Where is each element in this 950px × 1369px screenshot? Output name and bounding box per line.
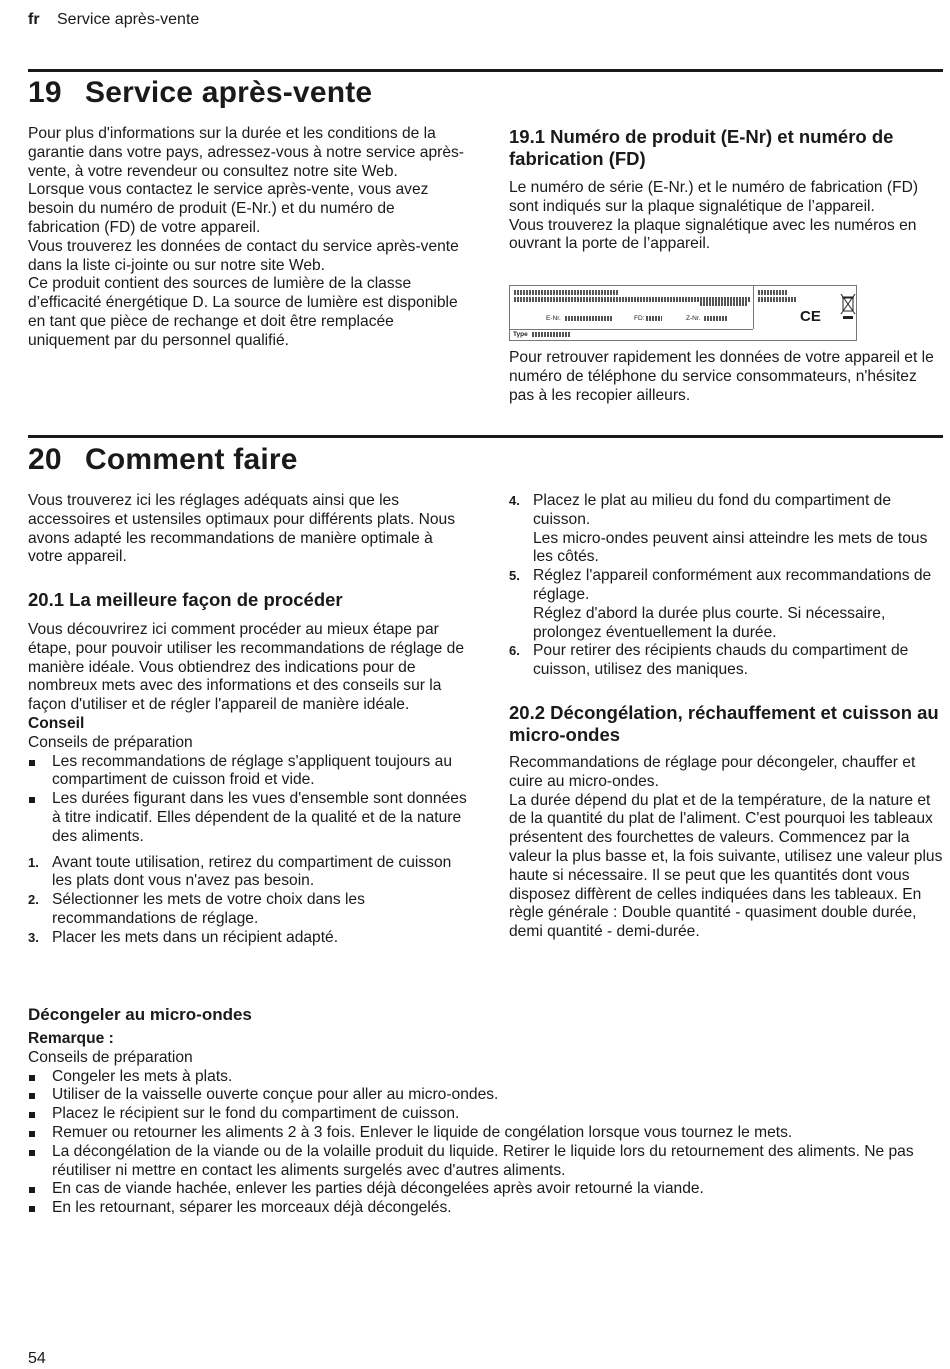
plate-barcode [646, 316, 662, 321]
step-item [28, 891, 468, 929]
step-item [509, 567, 943, 642]
subsection-20-2-heading: 20.2 Décongélation, réchauffement et cuisson au micro-ondes [509, 702, 939, 745]
steps-list [509, 492, 943, 680]
section-19-body [28, 125, 468, 351]
section-number: 19 [28, 76, 62, 109]
tip-intro: Conseils de préparation [28, 733, 193, 751]
plate-barcode [532, 332, 570, 337]
note-label: Remarque : [28, 1030, 114, 1047]
plate-divider [510, 329, 753, 330]
step-number: 2. [28, 892, 39, 908]
plate-barcode [514, 290, 619, 295]
header-section-title: Service après-vente [57, 11, 200, 28]
step-text: Avant toute utilisation, retirez du compartiment de cuisson les plats dont vous n'avez pas besoin. [52, 853, 452, 890]
plate-followup-text: Pour retrouver rapidement les données de votre appareil et le numéro de téléphone du service consommateurs, n'hésitez pas à les recopier ailleurs. [509, 349, 934, 404]
step-text: Placer les mets dans un récipient adapté. [52, 928, 339, 946]
ce-mark-icon: CE [800, 308, 821, 325]
step-number: 4. [509, 493, 520, 508]
section-title: Service après-vente [85, 76, 373, 109]
paragraph: Recommandations de réglage pour décongeler, chauffer et cuire au micro-ondes. [509, 754, 916, 790]
step-text: Pour retirer des récipients chauds du compartiment de cuisson, utilisez des maniques. [533, 642, 909, 679]
list-item: Les recommandations de réglage s'appliquent toujours au compartiment de cuisson froid et vide. [28, 753, 468, 791]
subsection-20-1-heading: 20.1 La meilleure façon de procéder [28, 589, 343, 610]
section-rule [28, 435, 943, 438]
paragraph: Le numéro de série (E-Nr.) et le numéro de fabrication (FD) sont indiqués sur la plaque signalétique de l’appareil. [509, 179, 919, 215]
step-item [509, 642, 943, 680]
page-number: 54 [28, 1350, 46, 1367]
plate-barcode [758, 297, 796, 302]
list-item: Les durées figurant dans les vues d'ensemble sont données à titre indicatif. Elles dépendent de la qualité et de la nature des aliments. [28, 790, 468, 846]
list-item: Utiliser de la vaisselle ouverte conçue pour aller au micro-ondes. [28, 1086, 943, 1105]
list-item: Remuer ou retourner les aliments 2 à 3 fois. Enlever le liquide de congélation lorsque vous tournez le mets. [28, 1124, 943, 1143]
section-title: Comment faire [85, 443, 298, 476]
section-rule [28, 69, 943, 72]
steps-continued [509, 492, 943, 680]
section-20-intro: Vous trouverez ici les réglages adéquats ainsi que les accessoires et ustensiles optimaux pour différents plats. Nous avons adapté les recommandations de manière optimale à votre appareil. [28, 492, 456, 566]
list-item: En cas de viande hachée, enlever les parties déjà décongelées après avoir retourné la viande. [28, 1180, 943, 1199]
paragraph: La durée dépend du plat et de la température, de la nature et de la quantité du plat de l'aliment. C'est pourquoi les tableaux présentent des fourchettes de valeurs. Commencez par la valeur la plus basse et, la fois suivante, utilisez une valeur plus haute si nécessaire. Il se peut que les quantités dont vous disposez diffèrent de celles indiquées dans les tableaux. En règle générale : Double quantité - quasiment double durée, demi quantité - demi-durée. [509, 791, 943, 941]
step-subtext: Les micro-ondes peuvent ainsi atteindre les mets de tous les côtés. [533, 529, 928, 566]
step-item [28, 854, 468, 892]
plate-fd-label: FD: [634, 315, 645, 322]
step-number: 5. [509, 568, 520, 584]
step-subtext: Réglez d'abord la durée plus courte. Si nécessaire, prolongez éventuellement la durée. [533, 604, 886, 641]
plate-enr-label: E-Nr. [546, 315, 561, 322]
section-number: 20 [28, 443, 62, 476]
paragraph: Vous trouverez la plaque signalétique avec les numéros en ouvrant la porte de l’appareil. [509, 216, 917, 253]
list-item: Placez le récipient sur le fond du compartiment de cuisson. [28, 1105, 943, 1124]
section-20-heading [28, 443, 298, 477]
step-text: Réglez l'appareil conformément aux recommandations de réglage. [533, 567, 932, 603]
paragraph: Vous trouverez les données de contact du service après-vente dans la liste ci-jointe ou sur notre site Web. [28, 237, 459, 274]
paragraph: Lorsque vous contactez le service après-vente, vous avez besoin du numéro de produit (E-Nr.) et du numéro de fabrication (FD) de votre appareil. [28, 181, 429, 236]
subsection-20-1-body [28, 621, 468, 948]
defrost-heading: Décongeler au micro-ondes [28, 1005, 252, 1024]
defrost-notes [28, 1030, 943, 1218]
step-number: 6. [509, 643, 520, 659]
step-item [509, 492, 943, 567]
note-list [28, 1068, 943, 1218]
step-number: 3. [28, 929, 39, 945]
subsection-19-1-heading: 19.1 Numéro de produit (E-Nr) et numéro de fabrication (FD) [509, 126, 894, 169]
plate-znr-label: Z-Nr. [686, 315, 701, 322]
plate-barcode [700, 301, 748, 306]
plate-barcode [704, 316, 728, 321]
list-item: La décongélation de la viande ou de la volaille produit du liquide. Retirer le liquide lors du retournement des aliments. Ne pas réutiliser ni mettre en contact les aliments surgelés avec d'autres aliments. [28, 1143, 943, 1181]
step-number: 1. [28, 854, 39, 870]
header-language: fr [28, 11, 40, 28]
crossed-bin-icon [840, 292, 856, 320]
tip-list [28, 753, 468, 847]
list-item: Congeler les mets à plats. [28, 1068, 943, 1087]
plate-divider [753, 286, 754, 329]
steps-list [28, 854, 468, 948]
step-item [28, 929, 468, 948]
section-19-heading [28, 76, 372, 110]
list-item: En les retournant, séparer les morceaux déjà décongelés. [28, 1199, 943, 1218]
tip-label: Conseil [28, 714, 85, 732]
paragraph: Ce produit contient des sources de lumière de la classe d’efficacité énergétique D. La source de lumière est disponible en tant que pièce de rechange et doit être remplacée uniquement par du personnel qualifié. [28, 275, 458, 349]
subsection-20-2-body [509, 754, 943, 942]
plate-barcode [758, 290, 788, 295]
subsection-19-1-body [509, 179, 943, 254]
note-intro: Conseils de préparation [28, 1048, 193, 1066]
paragraph: Vous découvrirez ici comment procéder au mieux étape par étape, pour pouvoir utiliser les recommandations de réglage de manière idéale. Vous obtiendrez des indications pour de nombreux mets avec des informations et des conseils sur la façon d'utiliser et de régler l'appareil de manière idéale. [28, 621, 465, 714]
plate-type-label: Type [513, 331, 528, 338]
plate-barcode [565, 316, 613, 321]
step-text: Placez le plat au milieu du fond du compartiment de cuisson. [533, 492, 891, 528]
paragraph: Pour plus d'informations sur la durée et les conditions de la garantie dans votre pays, adressez-vous à notre service après-vente, à votre revendeur ou consultez notre site Web. [28, 125, 464, 180]
step-text: Sélectionner les mets de votre choix dans les recommandations de réglage. [52, 891, 365, 927]
rating-plate-illustration [509, 285, 857, 341]
